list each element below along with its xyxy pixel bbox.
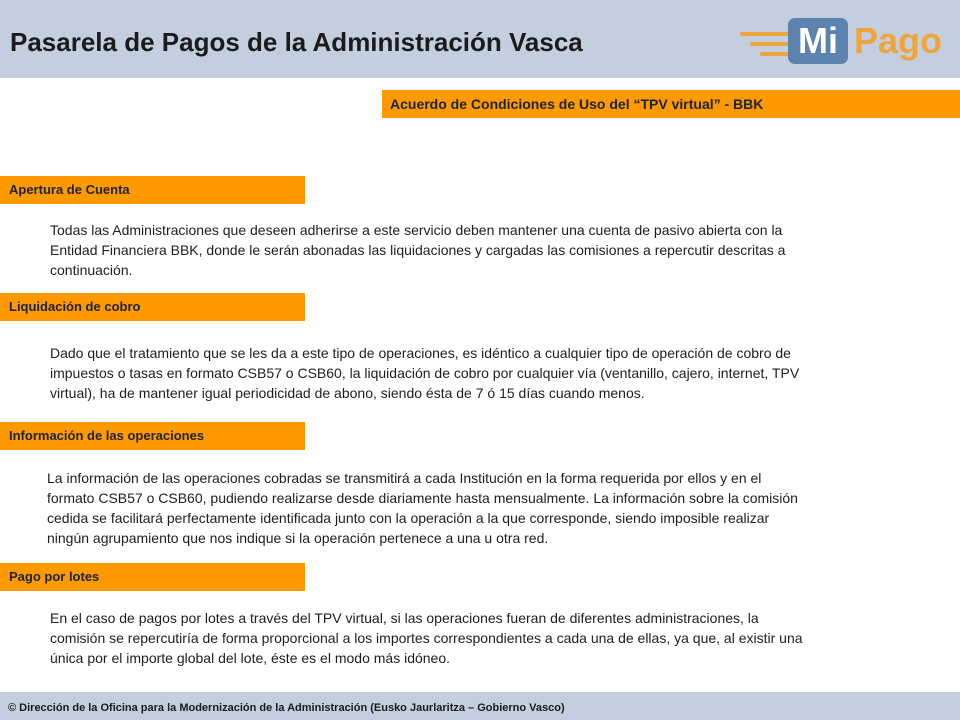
section-heading-liquidacion: Liquidación de cobro xyxy=(0,293,305,321)
paragraph-line: Entidad Financiera BBK, donde le serán abonadas las liquidaciones y cargadas las comisiones a repercutir descritas a xyxy=(50,242,786,258)
logo-pago-text: Pago xyxy=(854,20,943,61)
paragraph-line: La información de las operaciones cobradas se transmitirá a cada Institución en la forma requerida por ellos y en el xyxy=(47,470,762,486)
paragraph-line: impuestos o tasas en formato CSB57 o CSB60, la liquidación de cobro por cualquier vía (ventanillo, cajero, internet, TPV xyxy=(50,365,800,381)
paragraph-line: cedida se facilitará perfectamente identificada junto con la operación a la que corresponde, siendo imposible realizar xyxy=(47,510,770,526)
paragraph-line: En el caso de pagos por lotes a través del TPV virtual, si las operaciones fueran de diferentes administraciones, la xyxy=(50,610,759,626)
page-title: Pasarela de Pagos de la Administración Vasca xyxy=(10,27,583,57)
footer-bar xyxy=(0,692,960,720)
paragraph-line: virtual), ha de mantener igual periodicidad de abono, siendo ésta de 7 ó 15 días cuando menos. xyxy=(50,385,645,401)
paragraph-line: Dado que el tratamiento que se les da a este tipo de operaciones, es idéntico a cualquier tipo de operación de cobro de xyxy=(50,345,791,361)
section-text-apertura xyxy=(50,220,785,280)
paragraph-line: ningún agrupamiento que nos indique si la operación pertenece a una u otra red. xyxy=(47,530,549,546)
footer-copyright: © Dirección de la Oficina para la Modernización de la Administración (Eusko Jaurlaritza – Gobierno Vasco) xyxy=(8,702,565,714)
section-text-informacion xyxy=(47,468,798,548)
paragraph-line: formato CSB57 o CSB60, pudiendo realizarse desde diariamente hasta mensualmente. La información sobre la comisión xyxy=(47,490,798,506)
section-text-liquidacion xyxy=(50,343,799,403)
paragraph-line: comisión se repercutiría de forma proporcional a los importes correspondientes a cada una de ellas, ya que, al existir una xyxy=(50,630,803,646)
header-bar xyxy=(0,0,960,78)
section-heading-informacion: Información de las operaciones xyxy=(0,422,305,450)
section-text-pago-lotes xyxy=(50,608,803,668)
paragraph-line: única por el importe global del lote, éste es el modo más idóneo. xyxy=(50,650,451,666)
paragraph-line: continuación. xyxy=(50,262,133,278)
agreement-title-bar: Acuerdo de Condiciones de Uso del “TPV virtual” - BBK xyxy=(382,90,960,118)
logo-mi-box: Mi xyxy=(788,18,848,64)
mipago-logo xyxy=(738,14,948,70)
section-heading-apertura: Apertura de Cuenta xyxy=(0,176,305,204)
section-heading-pago-lotes: Pago por lotes xyxy=(0,563,305,591)
paragraph-line: Todas las Administraciones que deseen adherirse a este servicio deben mantener una cuenta de pasivo abierta con la xyxy=(50,222,783,238)
